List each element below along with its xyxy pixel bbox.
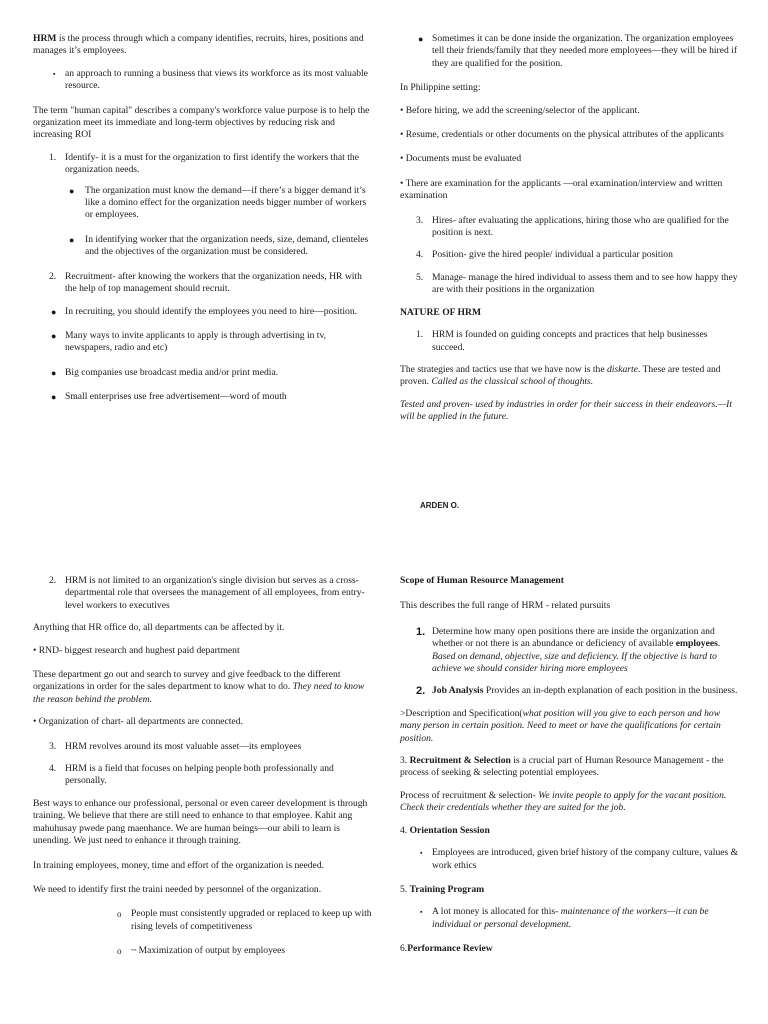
orientation-bullets xyxy=(400,847,740,872)
bullet-icon: ● xyxy=(51,392,57,403)
circle-bullet-icon: o xyxy=(117,946,122,957)
nature-list-3-4 xyxy=(33,741,373,788)
list-item: 2. Job Analysis Provides an in-depth explanation of each position in the business. xyxy=(416,685,738,698)
scope-list xyxy=(400,626,740,698)
we-need-paragraph: We need to identify first the traini needed by personnel of the organization. xyxy=(33,883,322,895)
author-name: ARDEN O. xyxy=(420,501,460,510)
bullet-icon: ● xyxy=(418,34,424,44)
bullet-icon: ▪ xyxy=(420,849,423,858)
training-bullets xyxy=(400,906,740,931)
list-item: ● Big companies use broadcast media and/or print media. xyxy=(51,366,279,378)
hrm-steps-list-3-5 xyxy=(400,215,740,297)
bullet-icon: ● xyxy=(51,330,57,341)
page2-right-column xyxy=(400,575,740,966)
list-item: ● In recruiting, you should identify the employees you need to hire—position. xyxy=(51,305,358,317)
performance-heading: 6.Performance Review xyxy=(400,943,493,955)
ph-item: • Before hiring, we add the screening/selector of the applicant. xyxy=(400,104,640,116)
description-specification: >Description and Specification(what position will you give to each person and how many person in certain position. Need to meet or have the qualifications for certain position. xyxy=(400,707,721,744)
list-item: ▪ Employees are introduced, given brief history of the company culture, values & work ethics xyxy=(420,847,739,871)
best-ways-paragraph: Best ways to enhance our professional, personal or even career development is through training. We believe that there are still need to enhance to that employee. Kahit ang mahuhusay pwede pang maenhance. We are human beings—our abili to learn is unending. We just need to enhance it through training. xyxy=(33,797,368,847)
list-item: ▪ an approach to running a business that views its workforce as its most valuable resource. xyxy=(53,67,368,92)
scope-heading: Scope of Human Resource Management xyxy=(400,575,564,586)
nature-list-2 xyxy=(33,575,373,612)
ph-item: • Documents must be evaluated xyxy=(400,153,522,165)
scope-description: This describes the full range of HRM - related pursuits xyxy=(400,600,611,612)
list-item: o People must consistently upgraded or replaced to keep up with rising levels of competitiveness xyxy=(117,908,372,932)
bullet-icon: ▪ xyxy=(53,69,56,78)
list-item: 2. Recruitment- after knowing the workers that the organization needs, HR with the help of top management should recruit. xyxy=(49,270,362,295)
inside-org-bullet xyxy=(400,33,740,70)
strategies-paragraph: The strategies and tactics use that we have now is the diskarte. These are tested and proven. Called as the classical school of thoughts. xyxy=(400,363,721,388)
bullet-icon: ● xyxy=(69,185,75,196)
page1-left-column xyxy=(33,33,373,416)
hrm-intro-text: is the process through which a company identifies, recruits, hires, positions and manages it’s employees. xyxy=(33,33,364,57)
dept-paragraph: These department go out and search to survey and give feedback to the different organizations in order for the sales department to know what to do. They need to know the reason behind the problem. xyxy=(33,669,365,705)
list-item: ● Small enterprises use free advertisement—word of mouth xyxy=(51,391,287,403)
list-item: ● The organization must know the demand—if there’s a bigger demand it’s like a domino effect for the organization needs bigger number of workers or employees. xyxy=(69,184,367,221)
list-item: ▪ A lot money is allocated for this- maintenance of the workers—it can be individual or personal development. xyxy=(420,906,709,930)
training-needs-list xyxy=(33,908,373,957)
list-item: ● In identifying worker that the organization needs, size, demand, clienteles and the objectives of the organization must be considered. xyxy=(69,233,369,258)
recruitment-selection: 3. Recruitment & Selection is a crucial part of Human Resource Management - the process of seeking & selecting potential employees. xyxy=(400,755,724,779)
recruitment-bullets xyxy=(33,306,373,404)
in-training-paragraph: In training employees, money, time and effort of the organization is needed. xyxy=(33,859,325,871)
list-item: 4. HRM is a field that focuses on helping people both professionally and personally. xyxy=(49,763,334,787)
human-capital-paragraph: The term "human capital" describes a company's workforce value purpose is to help the organization meet its immediate and long-term objectives by reducing risk and increasing ROI xyxy=(33,104,370,141)
org-chart-paragraph: • Organization of chart- all departments are connected. xyxy=(33,716,243,728)
tested-paragraph: Tested and proven- used by industries in order for their success in their endeavors.—It will be applied in the future. xyxy=(400,398,733,423)
ph-item: • Resume, credentials or other documents on the physical attributes of the applicants xyxy=(400,129,724,141)
bullet-icon: ▪ xyxy=(420,908,423,917)
bullet-icon: ● xyxy=(51,367,57,378)
list-item: 3. Hires- after evaluating the applications, hiring those who are qualified for the position is next. xyxy=(416,214,729,239)
list-item: 1. Identify- it is a must for the organization to first identify the workers that the organization needs. xyxy=(49,151,359,176)
process-paragraph: Process of recruitment & selection- We invite people to apply for the vacant position. Check their credentials whether they are suited for the job. xyxy=(400,789,727,814)
list-item: 3. HRM revolves around its most valuable asset—its employees xyxy=(49,740,302,752)
intro-bullet-list xyxy=(33,68,373,93)
hrm-steps-list-cont xyxy=(33,271,373,296)
list-item: 4. Position- give the hired people/ individual a particular position xyxy=(416,249,673,261)
list-item: 1. Determine how many open positions there are inside the organization and whether or not there is an abundance or deficiency of available employees. Based on demand, objective, size and deficiency. If the objective is hard to achieve we should consider hiring more employees xyxy=(416,625,721,675)
hrm-intro-bold: HRM xyxy=(33,33,57,44)
circle-bullet-icon: o xyxy=(117,909,122,920)
list-item: 1. HRM is founded on guiding concepts and practices that help businesses succeed. xyxy=(416,329,708,353)
page1-right-column xyxy=(400,33,740,434)
ph-item: • There are examination for the applicants —oral examination/interview and written examination xyxy=(400,177,723,202)
identify-sub-list xyxy=(33,185,373,259)
list-item: ● Many ways to invite applicants to apply is through advertising in tv, newspapers, radio and etc) xyxy=(51,329,327,354)
list-item: 2. HRM is not limited to an organization's single division but serves as a cross-departmental role that oversees the management of all employees, from entry-level workers to executives xyxy=(49,575,365,611)
list-item: ● Sometimes it can be done inside the organization. The organization employees tell their friends/family that they needed more employees—they will be hired if they are qualified for the position. xyxy=(418,33,738,69)
nature-list xyxy=(400,329,740,354)
list-item: o ~ Maximization of output by employees xyxy=(117,945,286,957)
page2-left-column xyxy=(33,575,373,970)
hrm-steps-list xyxy=(33,152,373,177)
training-heading: 5. Training Program xyxy=(400,883,485,895)
rnd-paragraph: • RND- biggest research and hughest paid department xyxy=(33,644,240,656)
hrm-intro xyxy=(33,33,373,58)
anything-paragraph: Anything that HR office do, all departments can be affected by it. xyxy=(33,622,285,634)
bullet-icon: ● xyxy=(69,234,75,245)
bullet-icon: ● xyxy=(51,306,57,317)
orientation-heading: 4. Orientation Session xyxy=(400,824,490,836)
nature-heading: NATURE OF HRM xyxy=(400,306,482,318)
ph-setting-label: In Philippine setting: xyxy=(400,82,481,94)
list-item: 5. Manage- manage the hired individual to assess them and to see how happy they are with their positions in the organization xyxy=(416,271,738,296)
